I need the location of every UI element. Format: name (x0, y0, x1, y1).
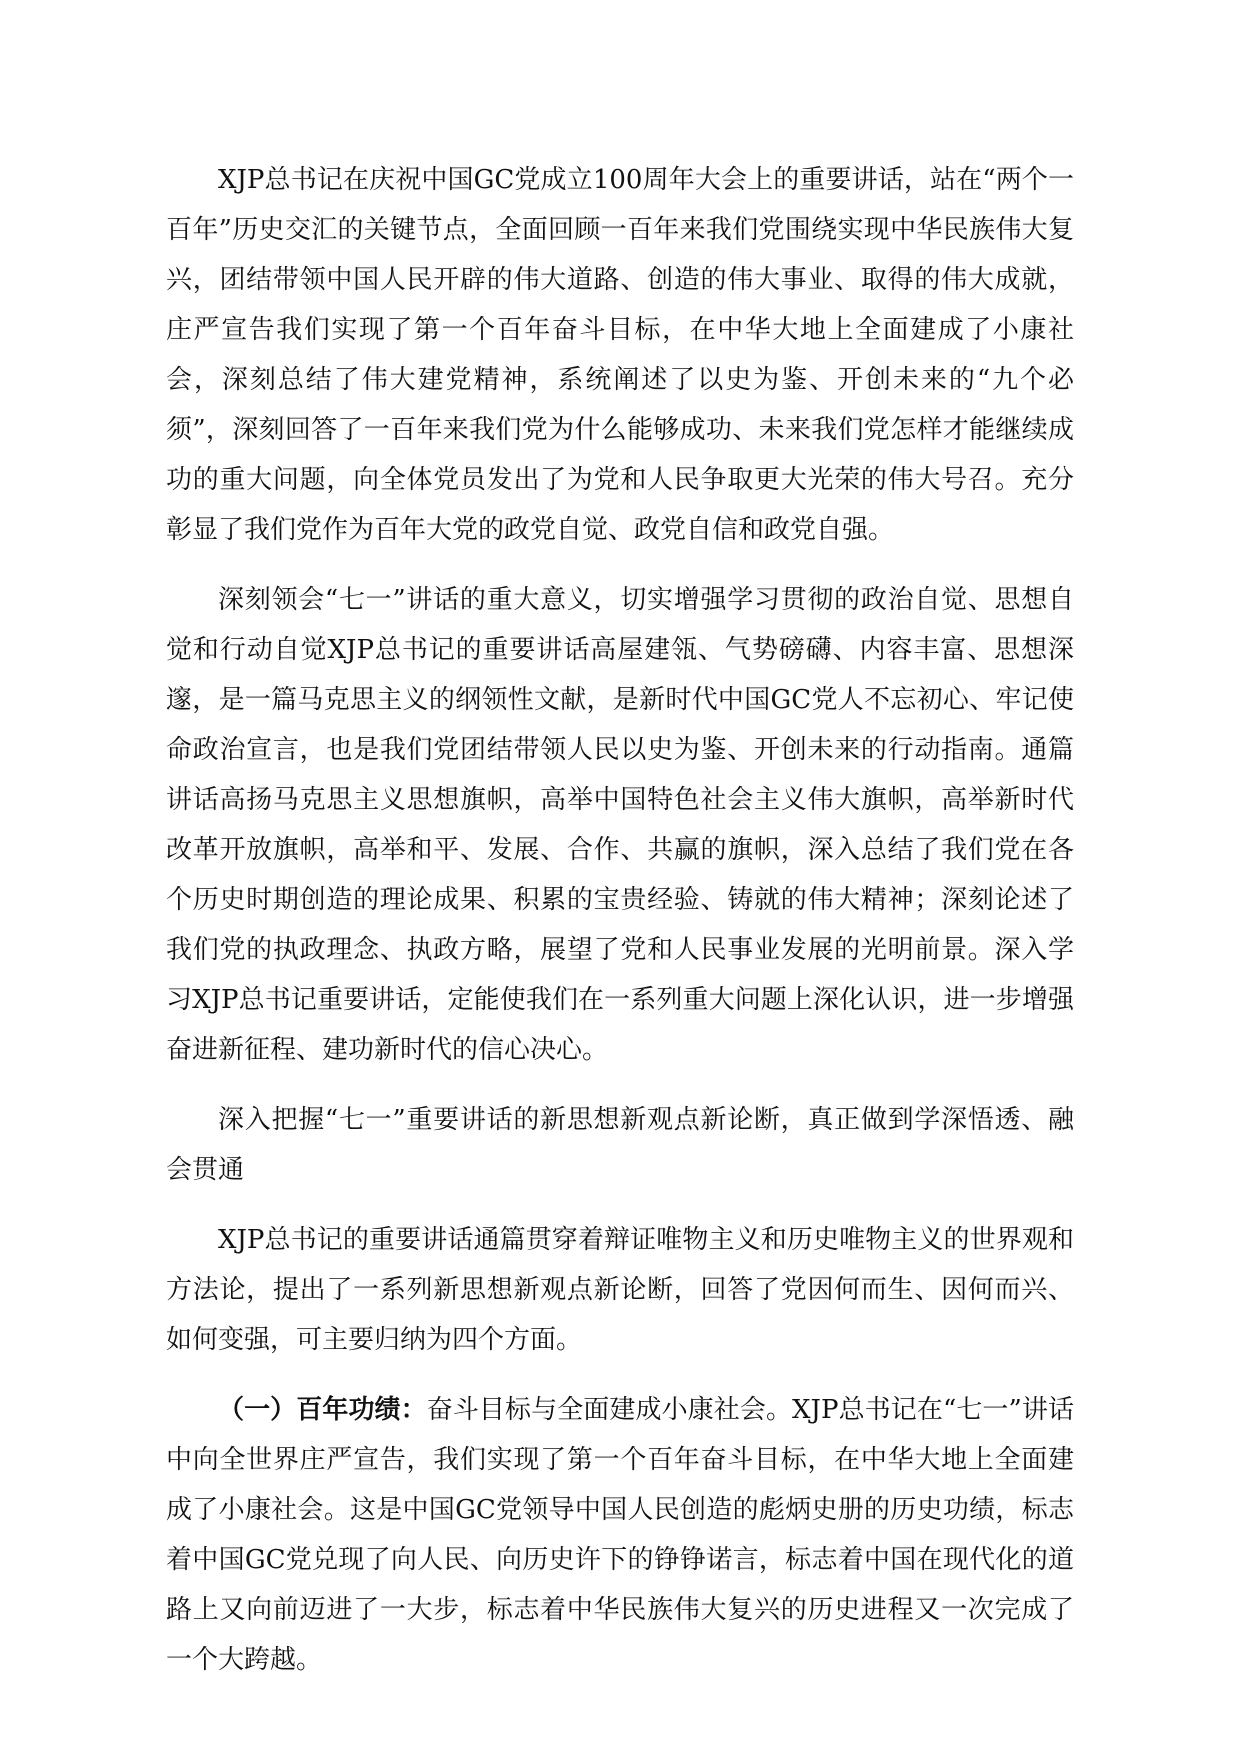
paragraph-section-heading: 深入把握“七一”重要讲话的新思想新观点新论断，真正做到学深悟透、融会贯通 (166, 1105, 1074, 1185)
paragraph-worldview: XJP总书记的重要讲话通篇贯穿着辩证唯物主义和历史唯物主义的世界观和方法论，提出了一系列新思想新观点新论断，回答了党因何而生、因何而兴、如何变强，可主要归纳为四个方面。 (166, 1225, 1074, 1355)
paragraph-achievements-body: 奋斗目标与全面建成小康社会。XJP总书记在“七一”讲话中向全世界庄严宣告，我们实现了第一个百年奋斗目标，在中华大地上全面建成了小康社会。这是中国GC党领导中国人民创造的彪炳史册的历史功绩，标志着中国GC党兑现了向人民、向历史许下的铮铮诺言，标志着中国在现代化的道路上又向前迈进了一大步，标志着中华民族伟大复兴的历史进程又一次完成了一个大跨越。 (166, 1395, 1074, 1675)
paragraph-lead-label: （一）百年功绩： (218, 1395, 427, 1425)
paragraph-significance: 深刻领会“七一”讲话的重大意义，切实增强学习贯彻的政治自觉、思想自觉和行动自觉XJP总书记的重要讲话高屋建瓴、气势磅礴、内容丰富、思想深邃，是一篇马克思主义的纲领性文献，是新时代中国GC党人不忘初心、牢记使命政治宣言，也是我们党团结带领人民以史为鉴、开创未来的行动指南。通篇讲话高扬马克思主义思想旗帜，高举中国特色社会主义伟大旗帜，高举新时代改革开放旗帜，高举和平、发展、合作、共赢的旗帜，深入总结了我们党在各个历史时期创造的理论成果、积累的宝贵经验、铸就的伟大精神；深刻论述了我们党的执政理念、执政方略，展望了党和人民事业发展的光明前景。深入学习XJP总书记重要讲话，定能使我们在一系列重大问题上深化认识，进一步增强奋进新征程、建功新时代的信心决心。 (166, 585, 1074, 1065)
paragraph-achievements (166, 1385, 1074, 1685)
document-body (166, 155, 1074, 1705)
paragraph-speech-summary: XJP总书记在庆祝中国GC党成立100周年大会上的重要讲话，站在“两个一百年”历史交汇的关键节点，全面回顾一百年来我们党围绕实现中华民族伟大复兴，团结带领中国人民开辟的伟大道路、创造的伟大事业、取得的伟大成就，庄严宣告我们实现了第一个百年奋斗目标，在中华大地上全面建成了小康社会，深刻总结了伟大建党精神，系统阐述了以史为鉴、开创未来的“九个必须”，深刻回答了一百年来我们党为什么能够成功、未来我们党怎样才能继续成功的重大问题，向全体党员发出了为党和人民争取更大光荣的伟大号召。充分彰显了我们党作为百年大党的政党自觉、政党自信和政党自强。 (166, 165, 1074, 545)
